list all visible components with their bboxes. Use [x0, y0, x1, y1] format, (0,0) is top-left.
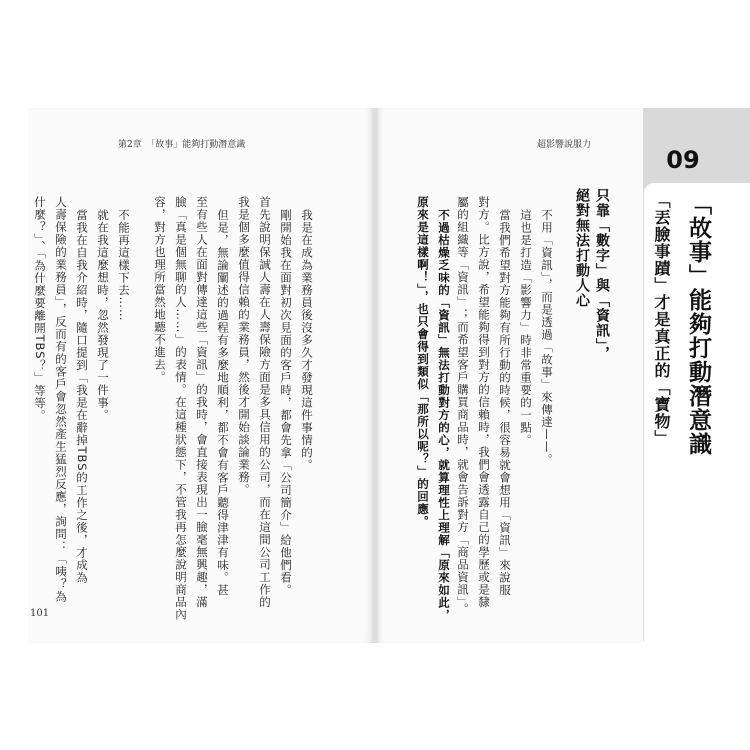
left-body-line-9: 不能再這樣下去…… — [117, 209, 131, 322]
left-body-line-2: 剛開始我在面對初次見面的客戶時，都會先拿「公司簡介」給他們看。 — [279, 209, 293, 597]
right-body-line-4: 對方。比方說，希望能夠得到對方的信賴時，我們會透露自己的學歷或是隸 — [477, 196, 491, 609]
left-body-line-12: 人壽保險的業務員」，反而有的客戶會忽然產生猛烈反應，詢問：「咦？為 — [54, 196, 68, 603]
left-body-line-13: 什麼？」、「為什麼要離開TBS？」等等。 — [33, 196, 47, 423]
left-body-line-1: 我是在成為業務員後沒多久才發現這件事情的。 — [300, 209, 314, 472]
right-running-header: 超影響說服力 — [537, 140, 592, 150]
right-bold-line-2: 原來是這樣啊！」，也只會得到類似「那所以呢？」的回應。 — [416, 196, 430, 528]
left-body-line-3: 首先說明保誠人壽在人壽保險方面是多具信用的公司，而在這間公司工作的 — [258, 196, 272, 609]
subhead-line-2: 絕對無法打動人心 — [574, 188, 590, 308]
left-body-line-6: 至有些人在面對傳達這些「資訊」的我時，會直接表現出一臉毫無興趣，滿 — [195, 196, 209, 609]
right-bold-line-1: 不過枯燥乏味的「資訊」無法打動對方的心，就算理性上理解「原來如此， — [437, 209, 451, 622]
left-running-header: 第2章 「故事」能夠打動潛意識 — [118, 140, 246, 150]
left-body-line-8: 容，對方也理所當然地聽不進去。 — [153, 196, 167, 384]
subhead-line-1: 只靠「數字」與「資訊」， — [594, 188, 610, 361]
chapter-title: 「故事」能夠打動潛意識 — [685, 192, 711, 456]
right-body-line-5: 屬的組織等「資訊」；而希望客戶購買商品時，就會告訴對方「商品資訊」。 — [456, 196, 470, 616]
left-body-line-10: 就在我這麼想時，忽然發現了一件事。 — [96, 209, 110, 422]
chapter-number: 09 — [666, 146, 700, 174]
left-body-line-5: 但是，無論闡述的過程有多麼地順利，都不會有客戶聽得津津有味。甚 — [216, 209, 230, 597]
left-page-number: 101 — [30, 608, 50, 619]
chapter-subtitle: 「丟臉事蹟」才是真正的「寶物」 — [652, 192, 671, 447]
left-body-line-7: 臉「真是個無聊的人……」的表情。在這種狀態下，不管我再怎麼說明商品內 — [174, 196, 188, 621]
right-body-line-2: 這也是打造「影響力」時非常重要的一點。 — [519, 209, 533, 447]
left-body-line-4: 我是個多麼值得信賴的業務員，然後才開始談論業務。 — [237, 196, 251, 496]
right-body-line-3: 當我們希望對方能夠有所行動的時候，很容易就會想用「資訊」來說服 — [498, 209, 512, 597]
right-body-line-1: 不用「資訊」，而是透過「故事」來傳達——。 — [540, 209, 554, 466]
left-body-line-11: 當我在自我介紹時，隨口提到「我是在辭掉TBS的工作之後，才成為 — [75, 209, 89, 585]
